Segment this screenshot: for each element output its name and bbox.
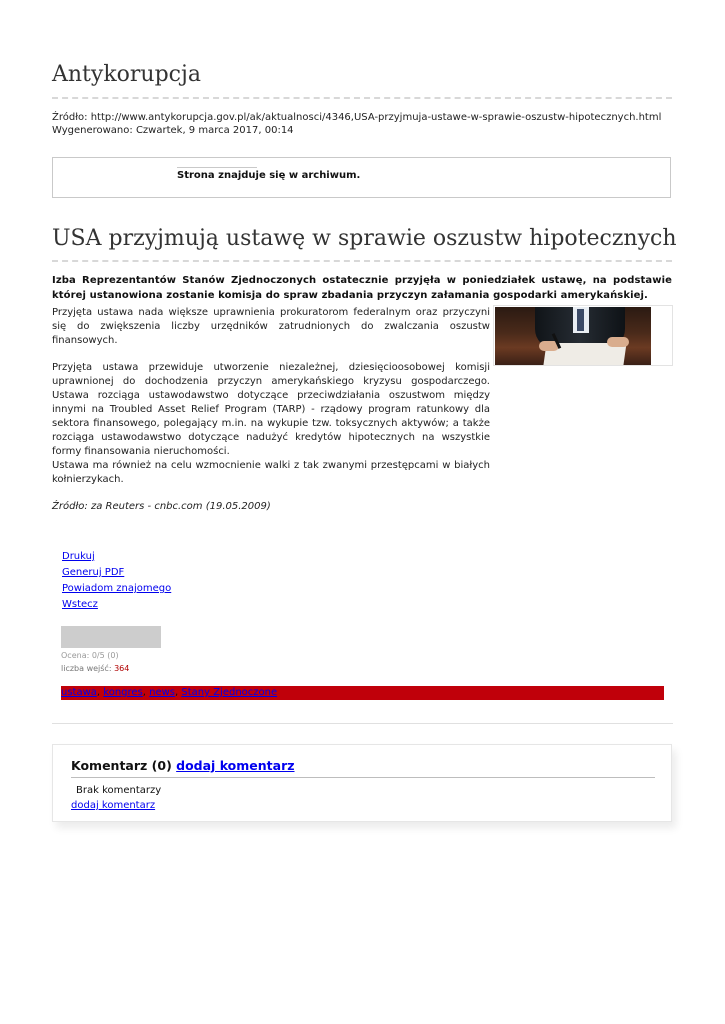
rating-widget[interactable] <box>61 626 161 648</box>
tag-link[interactable]: Stany Zjednoczone <box>181 687 278 698</box>
visit-count-label: liczba wejść: <box>61 664 112 673</box>
article-lead: Izba Reprezentantów Stanów Zjednoczonych ostatecznie przyjęła w poniedziałek ustawę, na podstawie której ustanowiona zostanie komisja do spraw zbadania przyczyn załamania gospodarki amerykańskiej. <box>52 275 672 301</box>
article-title-divider <box>52 260 672 262</box>
generate-pdf-link[interactable]: Generuj PDF <box>62 567 125 578</box>
comments-rule <box>71 777 655 778</box>
article-paragraph: Ustawa ma również na celu wzmocnienie walki z tak zwanymi przestępcami w białych kołnierzykach. <box>52 460 490 485</box>
comments-count: Komentarz (0) <box>71 758 172 773</box>
generated-date-line: Wygenerowano: Czwartek, 9 marca 2017, 00:14 <box>52 125 294 136</box>
section-divider <box>52 723 673 724</box>
archive-notice-box <box>52 157 671 198</box>
comments-panel <box>52 744 672 822</box>
source-url-line: Źródło: http://www.antykorupcja.gov.pl/ak/aktualnosci/4346,USA-przyjmuja-ustawe-w-sprawie-oszustw-hipotecznych.html <box>52 112 662 123</box>
rating-text: Ocena: 0/5 (0) <box>61 651 119 660</box>
header-divider <box>52 97 672 99</box>
comments-heading <box>71 758 295 773</box>
article-source: Źródło: za Reuters - cnbc.com (19.05.2009) <box>52 501 271 512</box>
add-comment-link[interactable]: dodaj komentarz <box>176 758 295 773</box>
businessman-signing-photo <box>495 307 651 365</box>
article-title: USA przyjmują ustawę w sprawie oszustw hipotecznych <box>52 226 677 251</box>
no-comments-text: Brak komentarzy <box>76 785 162 796</box>
tag-link[interactable]: ustawa <box>61 687 97 698</box>
tag-bar: ustawa, kongres, news, Stany Zjednoczone <box>61 686 664 700</box>
tag-link[interactable]: kongres <box>103 687 143 698</box>
add-comment-link-bottom[interactable]: dodaj komentarz <box>71 800 156 811</box>
site-title: Antykorupcja <box>52 62 201 87</box>
tag-link[interactable]: news <box>149 687 176 698</box>
archive-notice-text: Strona znajduje się w archiwum. <box>177 170 361 181</box>
article-photo <box>493 305 673 366</box>
visit-count-value: 364 <box>114 664 130 673</box>
print-link[interactable]: Drukuj <box>62 551 95 562</box>
article-paragraph: Przyjęta ustawa przewiduje utworzenie niezależnej, dziesięcioosobowej komisji uprawnionej do dochodzenia przyczyn amerykańskiego kryzysu gospodarczego. Ustawa rozciąga ustawodawstwo dotyczące przeciwdziałania oszustwom między innymi na Troubled Asset Relief Program (TARP) - rządowy program ratunkowy dla sektora finansowego, polegający m.in. na wykupie tzw. toksycznych aktywów; a także rozciąga ustawodawstwo dotyczące nadużyć kredytów hipotecznych na wszystkie formy finansowania nieruchomości. <box>52 362 490 457</box>
archive-notice-rule <box>177 167 257 168</box>
notify-friend-link[interactable]: Powiadom znajomego <box>62 583 172 594</box>
article-actions <box>62 549 171 613</box>
back-link[interactable]: Wstecz <box>62 599 98 610</box>
visit-count <box>61 664 129 673</box>
article-paragraph: Przyjęta ustawa nada większe uprawnienia prokuratorom federalnym oraz przyczyni się do zwiększenia liczby urzędników zatrudnionych do zwalczania oszustw finansowych. <box>52 307 490 346</box>
